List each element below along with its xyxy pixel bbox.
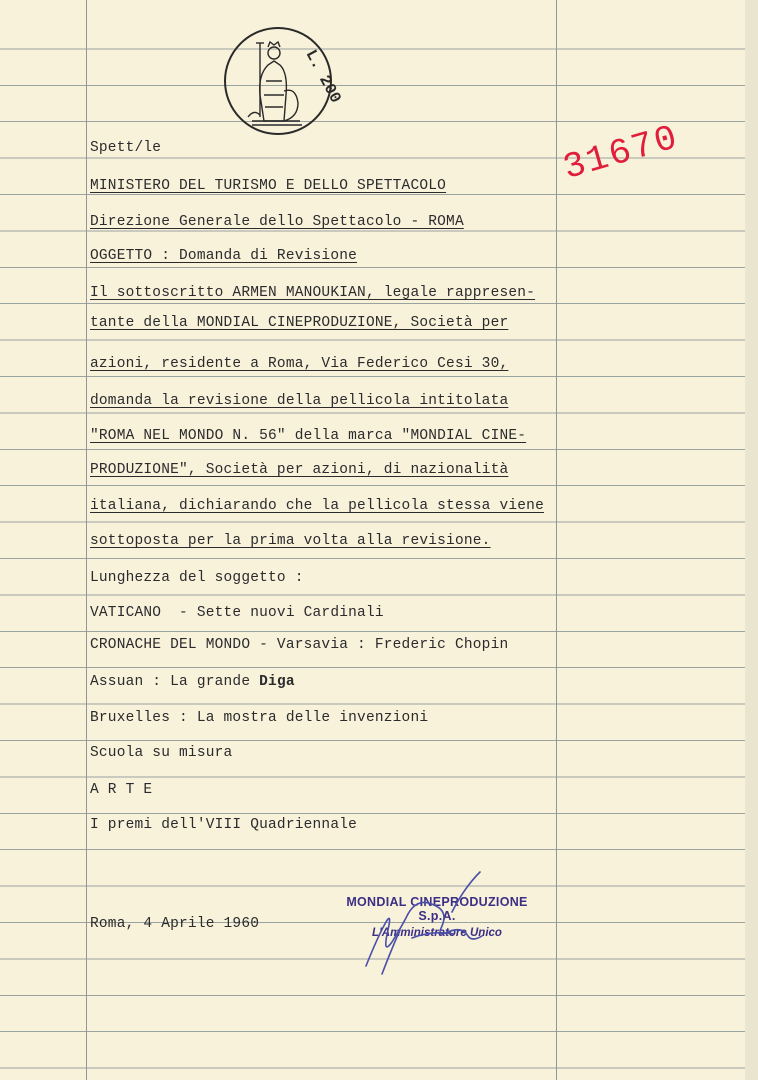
body-line: PRODUZIONE", Società per azioni, di nazionalità bbox=[90, 462, 509, 478]
topic-text-bold: Diga bbox=[259, 674, 295, 690]
place-date: Roma, 4 Aprile 1960 bbox=[90, 916, 260, 932]
salutation: Spett/le bbox=[90, 140, 162, 156]
topic-item: Scuola su misura bbox=[90, 745, 233, 761]
italia-figure-icon bbox=[248, 42, 302, 125]
body-line: sottoposta per la prima volta alla revisione. bbox=[90, 533, 491, 549]
topic-item: VATICANO - Sette nuovi Cardinali bbox=[90, 605, 384, 621]
page-edge bbox=[745, 0, 758, 1080]
body-line: italiana, dichiarando che la pellicola stessa viene bbox=[90, 498, 544, 514]
topic-item: A R T E bbox=[90, 782, 153, 798]
length-label: Lunghezza del soggetto : bbox=[90, 570, 304, 586]
body-line: azioni, residente a Roma, Via Federico Cesi 30, bbox=[90, 356, 509, 372]
topic-item: CRONACHE DEL MONDO - Varsavia : Frederic Chopin bbox=[90, 637, 509, 653]
body-line: tante della MONDIAL CINEPRODUZIONE, Società per bbox=[90, 315, 509, 331]
topic-item bbox=[90, 673, 295, 691]
revenue-stamp bbox=[222, 25, 345, 137]
subject-line: OGGETTO : Domanda di Revisione bbox=[90, 248, 358, 264]
protocol-number: 31670 bbox=[558, 117, 684, 189]
recipient-direction: Direzione Generale dello Spettacolo - ROMA bbox=[90, 214, 464, 230]
body-line: domanda la revisione della pellicola intitolata bbox=[90, 393, 509, 409]
left-margin-line bbox=[86, 0, 87, 1080]
recipient-ministry: MINISTERO DEL TURISMO E DELLO SPETTACOLO bbox=[90, 178, 447, 194]
body-line: Il sottoscritto ARMEN MANOUKIAN, legale rappresen- bbox=[90, 285, 536, 301]
stamp-value: L. 200 bbox=[301, 46, 345, 107]
topic-item: Bruxelles : La mostra delle invenzioni bbox=[90, 710, 429, 726]
company-name: MONDIAL CINEPRODUZIONE S.p.A. bbox=[346, 895, 528, 923]
right-margin-line bbox=[556, 0, 557, 1080]
topic-item: I premi dell'VIII Quadriennale bbox=[90, 817, 358, 833]
body-line: "ROMA NEL MONDO N. 56" della marca "MONDIAL CINE- bbox=[90, 428, 527, 444]
topic-text: Assuan : La grande bbox=[90, 674, 260, 690]
signature bbox=[352, 866, 502, 981]
company-role: L'Amministratore Unico bbox=[372, 927, 502, 939]
